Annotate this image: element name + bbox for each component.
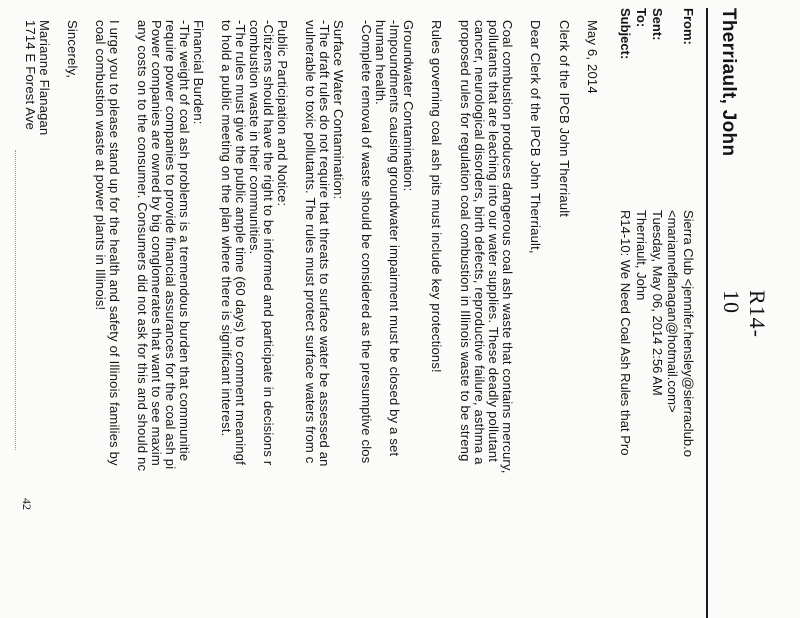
- sent-label: Sent:: [650, 8, 665, 41]
- from-value-email: <marianneflanagan@hotmail.com>: [665, 210, 680, 413]
- groundwater-line: -Complete removal of waste should be considered as the presumptive clos: [359, 20, 374, 464]
- closing-plea-line: I urge you to please stand up for the health and safety of Illinois families by: [107, 20, 122, 466]
- signature-name: Marianne Flanagan: [37, 20, 52, 136]
- section-heading-groundwater: Groundwater Contamination:: [401, 20, 416, 192]
- section-heading-surface-water: Surface Water Contamination:: [331, 20, 346, 200]
- section-heading-public-participation: Public Participation and Notice:: [275, 20, 290, 207]
- surface-water-line: -The draft rules do not require that threats to surface water be assessed an: [317, 20, 332, 467]
- letter-recipient: Clerk of the IPCB John Therriault: [557, 20, 572, 218]
- section-heading-financial-burden: Financial Burden:: [191, 20, 206, 125]
- public-participation-line: -Citizens should have the right to be informed and participate in decisions r: [261, 20, 276, 466]
- sent-value: Tuesday, May 06, 2014 2:56 AM: [650, 210, 665, 396]
- groundwater-line: -Impoundments causing groundwater impairment must be closed by a set: [387, 20, 402, 457]
- letter-salutation: Dear Clerk of the IPCB John Therriault,: [528, 20, 543, 254]
- letter-date: May 6, 2014: [585, 20, 600, 94]
- rules-heading: Rules governing coal ash pits must include key protections!: [429, 20, 444, 373]
- financial-burden-line: Power companies are owned by big conglomerates that want to see maxim: [149, 20, 164, 466]
- groundwater-line: human health.: [373, 20, 388, 105]
- public-participation-line: to hold a public meeting on the plan where there is significant interest.: [219, 20, 234, 437]
- financial-burden-line: require power companies to provide financial assurances for the coal ash pi: [163, 20, 178, 470]
- intro-line: pollutants that are leaching into our water supplies. These deadly pollutant: [486, 20, 501, 463]
- header-rule: [706, 8, 708, 618]
- financial-burden-line: any costs on to the consumer. Consumers did not ask for this and should nc: [135, 20, 150, 472]
- page-number: 42: [20, 498, 34, 510]
- sender-name: Therriault, John: [718, 8, 739, 157]
- to-label: To:: [634, 8, 649, 28]
- to-value: Therriault, John: [634, 210, 649, 301]
- intro-line: proposed rules for regulation coal combustion in Illinois waste to be streng: [458, 20, 473, 462]
- signature-address: 1714 E Forest Ave: [23, 20, 38, 131]
- intro-line: Coal combustion produces dangerous coal ash waste that contains mercury,: [500, 20, 515, 474]
- financial-burden-line: -The weight of coal ash problems is a tremendous burden that communitie: [177, 20, 192, 462]
- signoff: Sincerely,: [65, 20, 80, 79]
- surface-water-line: vulnerable to toxic pollutants. The rules must protect surface waters from c: [303, 20, 318, 464]
- public-participation-line: combustion waste in their communities.: [247, 20, 262, 255]
- from-value: Sierra Club <jennifer.hensley@sierraclub.o: [681, 210, 696, 457]
- closing-plea-line: coal combustion waste at power plants in Illinois!: [93, 20, 108, 311]
- from-label: From:: [681, 8, 696, 45]
- intro-line: cancer, neurological disorders, birth defects, reproductive failure, asthma a: [472, 20, 487, 465]
- docket-stamp: R14-10: [719, 290, 770, 338]
- scan-artifact-line: [15, 150, 16, 450]
- subject-value: R14-10: We Need Coal Ash Rules that Pro: [618, 210, 633, 456]
- subject-label: Subject:: [618, 8, 633, 60]
- public-participation-line: -The rules must give the public ample time (60 days) to comment meaningf: [233, 20, 248, 466]
